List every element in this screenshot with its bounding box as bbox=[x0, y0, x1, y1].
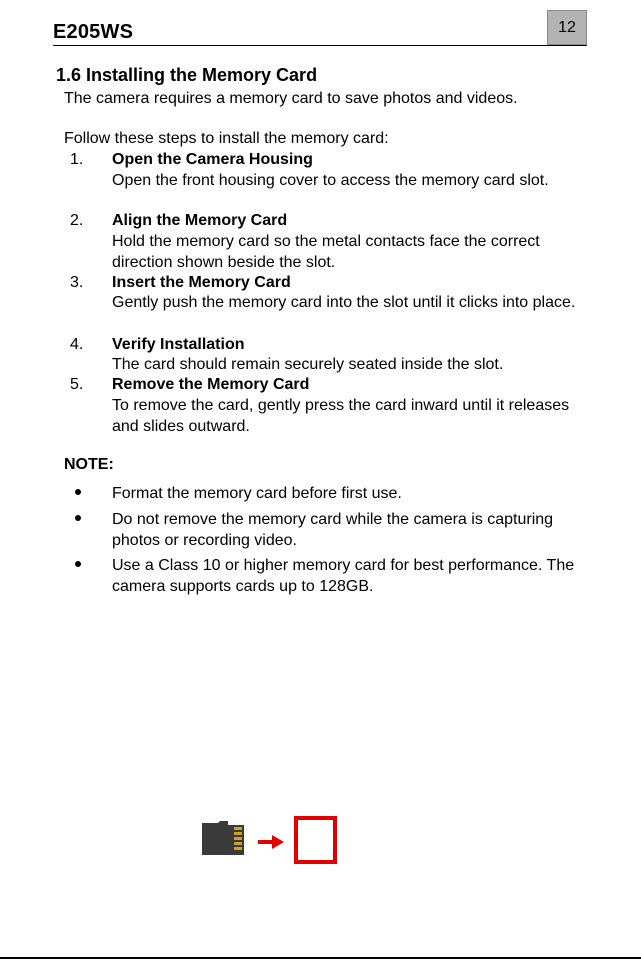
microsd-card-icon bbox=[202, 821, 244, 855]
step-number: 2. bbox=[70, 212, 84, 229]
steps-intro: Follow these steps to install the memory card: bbox=[64, 130, 389, 147]
step-title: Remove the Memory Card bbox=[112, 376, 310, 393]
page-number-box bbox=[547, 10, 587, 45]
step-description: Hold the memory card so the metal contacts face the correct direction shown beside the slot. bbox=[112, 233, 540, 271]
memory-card-illustration bbox=[198, 815, 340, 865]
step-title: Open the Camera Housing bbox=[112, 151, 313, 168]
note-item: Use a Class 10 or higher memory card for best performance. The camera supports cards up to 128GB. bbox=[112, 557, 575, 595]
step-description: To remove the card, gently press the card inward until it releases and slides outward. bbox=[112, 397, 570, 435]
step-description: Open the front housing cover to access the memory card slot. bbox=[112, 172, 549, 189]
footer-divider bbox=[0, 957, 641, 959]
card-slot-icon bbox=[296, 818, 335, 862]
note-item: Do not remove the memory card while the camera is capturing photos or recording video. bbox=[112, 511, 554, 549]
note-heading: NOTE: bbox=[64, 456, 114, 473]
document-model-title: E205WS bbox=[53, 21, 134, 43]
step-number: 4. bbox=[70, 336, 84, 353]
step-number: 5. bbox=[70, 376, 84, 393]
step-title: Verify Installation bbox=[112, 336, 245, 353]
bullet-icon bbox=[75, 515, 81, 521]
bullet-icon bbox=[75, 489, 81, 495]
step-title: Align the Memory Card bbox=[112, 212, 288, 229]
arrow-right-icon bbox=[258, 835, 284, 849]
step-number: 1. bbox=[70, 151, 84, 168]
page-number: 12 bbox=[558, 18, 576, 36]
note-item: Format the memory card before first use. bbox=[112, 485, 402, 502]
bullet-icon bbox=[75, 561, 81, 567]
section-title: 1.6 Installing the Memory Card bbox=[56, 65, 318, 85]
section-intro: The camera requires a memory card to save photos and videos. bbox=[64, 90, 518, 107]
header-divider bbox=[53, 45, 587, 46]
step-description: Gently push the memory card into the slot until it clicks into place. bbox=[112, 294, 576, 311]
step-title: Insert the Memory Card bbox=[112, 274, 291, 291]
step-description: The card should remain securely seated inside the slot. bbox=[112, 356, 504, 373]
step-number: 3. bbox=[70, 274, 84, 291]
